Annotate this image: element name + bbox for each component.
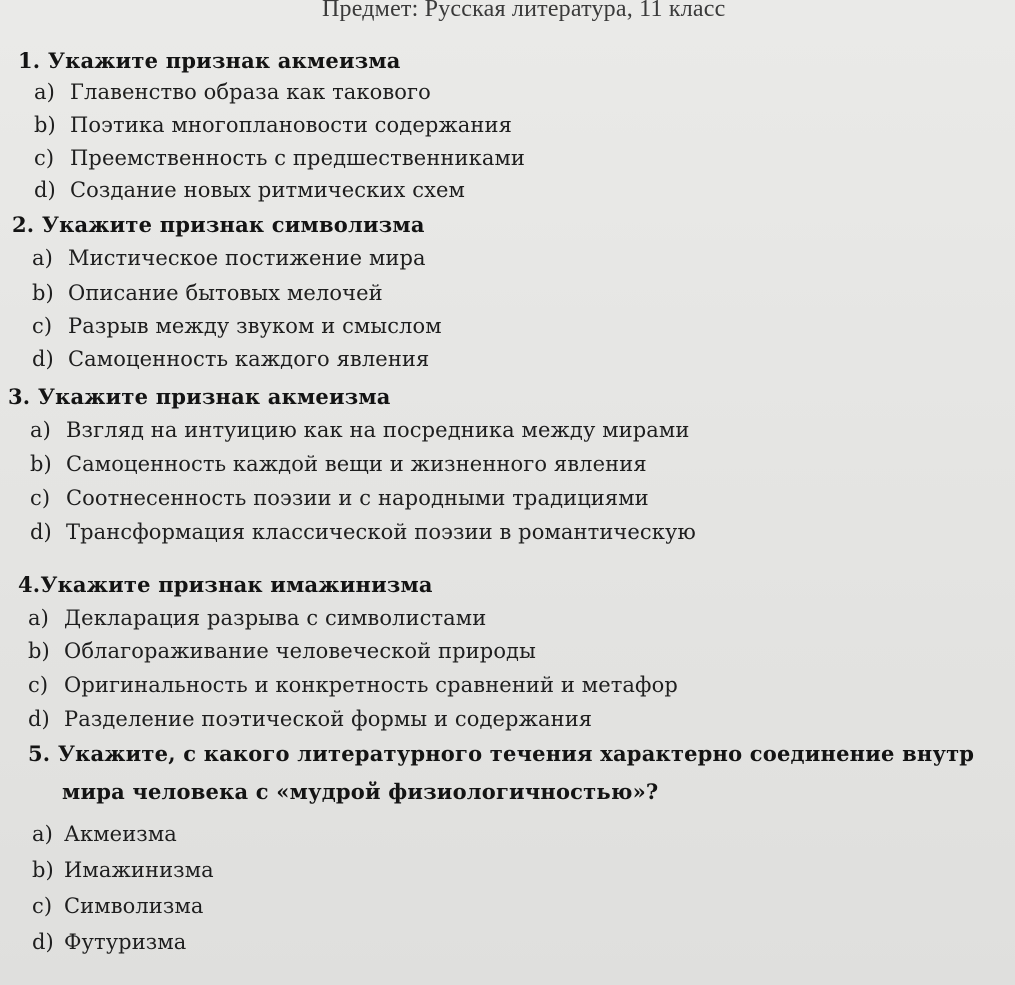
question-1-option-b — [34, 113, 512, 137]
option-text: Оригинальность и конкретность сравнений и метафор — [64, 673, 678, 697]
option-marker: a) — [32, 822, 53, 846]
option-text: Самоценность каждого явления — [68, 347, 430, 371]
option-marker: a) — [30, 418, 51, 442]
option-marker: a) — [32, 246, 53, 270]
question-2-option-a — [32, 246, 426, 270]
question-3-option-a — [30, 418, 689, 442]
option-marker: d) — [32, 347, 54, 371]
question-1-option-a — [34, 80, 431, 104]
question-4-option-b — [28, 639, 536, 663]
option-text: Облагораживание человеческой природы — [64, 639, 536, 663]
question-4-option-c — [28, 673, 678, 697]
option-text: Имажинизма — [64, 858, 214, 882]
option-text: Взгляд на интуицию как на посредника между мирами — [66, 418, 690, 442]
option-text: Символизма — [64, 894, 204, 918]
option-text: Создание новых ритмических схем — [70, 178, 465, 202]
option-marker: c) — [32, 314, 53, 338]
option-marker: a) — [34, 80, 55, 104]
question-3-option-d — [30, 520, 696, 544]
question-4-option-a — [28, 606, 486, 630]
question-5-option-d — [32, 930, 186, 954]
question-2-title: 2. Укажите признак символизма — [12, 212, 425, 237]
question-5-title-line-2: мира человека с «мудрой физиологичностью»? — [62, 779, 659, 804]
question-4-option-d — [28, 707, 592, 731]
option-text: Соотнесенность поэзии и с народными традициями — [66, 486, 649, 510]
option-text: Описание бытовых мелочей — [68, 281, 383, 305]
option-marker: b) — [30, 452, 52, 476]
question-2-option-b — [32, 281, 383, 305]
option-marker: b) — [32, 858, 54, 882]
question-5-option-c — [32, 894, 204, 918]
question-4-title: 4.Укажите признак имажинизма — [18, 572, 433, 597]
question-5-title-line-1: 5. Укажите, с какого литературного течения характерно соединение внутр — [28, 741, 975, 766]
option-text: Декларация разрыва с символистами — [64, 606, 487, 630]
option-marker: c) — [28, 673, 49, 697]
question-1-option-d — [34, 178, 465, 202]
option-text: Главенство образа как такового — [70, 80, 431, 104]
option-marker: b) — [34, 113, 56, 137]
question-3-option-c — [30, 486, 649, 510]
option-marker: a) — [28, 606, 49, 630]
option-marker: d) — [30, 520, 52, 544]
question-2-option-c — [32, 314, 442, 338]
option-marker: d) — [32, 930, 54, 954]
option-text: Поэтика многоплановости содержания — [70, 113, 512, 137]
question-3-option-b — [30, 452, 647, 476]
option-text: Преемственность с предшественниками — [70, 146, 525, 170]
question-3-title: 3. Укажите признак акмеизма — [8, 384, 391, 409]
option-marker: c) — [32, 894, 53, 918]
question-1-title: 1. Укажите признак акмеизма — [18, 48, 401, 73]
option-marker: b) — [28, 639, 50, 663]
question-1-option-c — [34, 146, 525, 170]
question-5-option-b — [32, 858, 214, 882]
option-marker: d) — [34, 178, 56, 202]
option-text: Разделение поэтической формы и содержания — [64, 707, 593, 731]
option-text: Акмеизма — [64, 822, 177, 846]
option-text: Футуризма — [64, 930, 187, 954]
option-marker: d) — [28, 707, 50, 731]
option-text: Самоценность каждой вещи и жизненного явления — [66, 452, 647, 476]
option-text: Мистическое постижение мира — [68, 246, 426, 270]
option-marker: b) — [32, 281, 54, 305]
subject-header: Предмет: Русская литература, 11 класс — [322, 0, 726, 22]
option-marker: c) — [30, 486, 51, 510]
question-2-option-d — [32, 347, 429, 371]
option-text: Разрыв между звуком и смыслом — [68, 314, 442, 338]
question-5-option-a — [32, 822, 177, 846]
option-text: Трансформация классической поэзии в романтическую — [66, 520, 696, 544]
option-marker: c) — [34, 146, 55, 170]
